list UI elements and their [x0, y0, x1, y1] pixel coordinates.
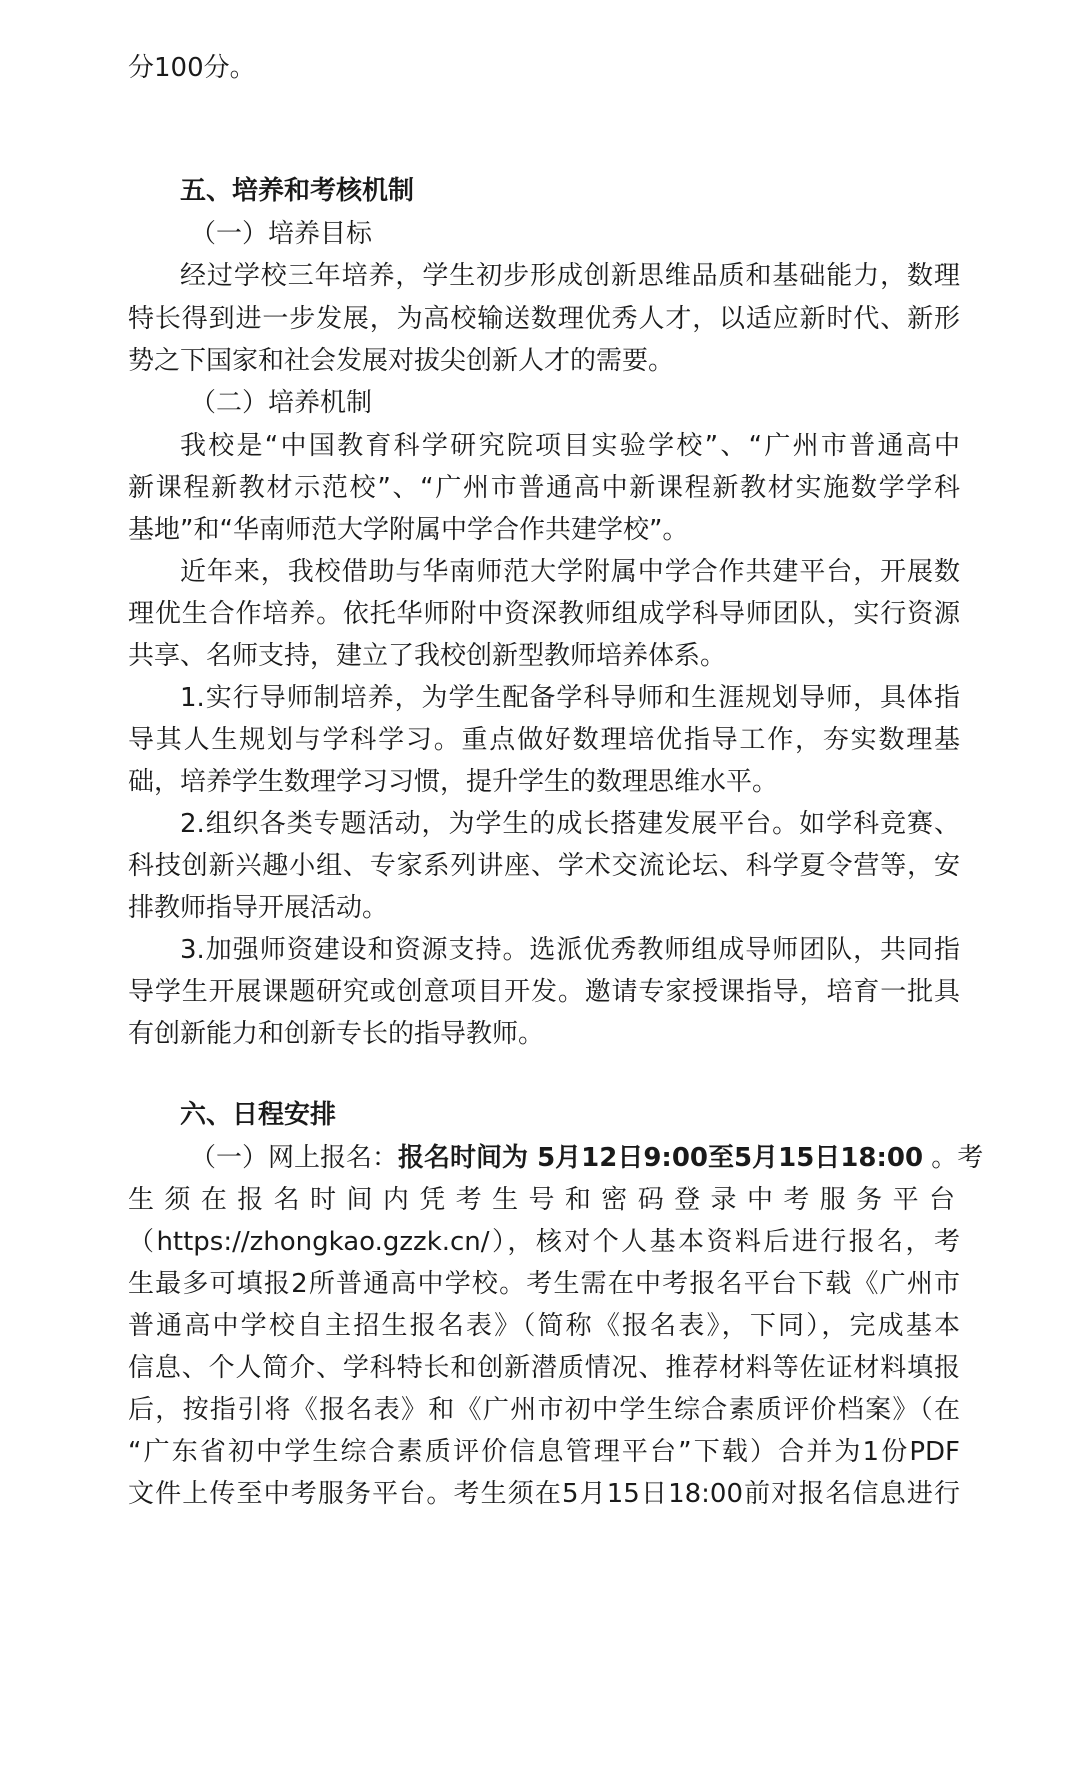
- paragraph-line: 生须在报名时间内凭考生号和密码登录中考服务平台: [128, 1185, 960, 1215]
- registration-line: [190, 1141, 984, 1175]
- paragraph-line: 信息、个人简介、学科特长和创新潜质情况、推荐材料等佐证材料填报: [128, 1353, 960, 1383]
- list-item-line: 导其人生规划与学科学习。重点做好数理培优指导工作，夯实数理基: [128, 725, 960, 755]
- list-item-line: 排教师指导开展活动。: [128, 893, 389, 923]
- paragraph-line: 普通高中学校自主招生报名表》（简称《报名表》，下同），完成基本: [128, 1311, 960, 1341]
- registration-prefix: （一）网上报名：: [190, 1143, 399, 1173]
- list-item-line: 有创新能力和创新专长的指导教师。: [128, 1019, 545, 1049]
- list-item-line: 1.实行导师制培养，为学生配备学科导师和生涯规划导师，具体指: [180, 683, 960, 713]
- paragraph-line: 基地”和“华南师范大学附属中学合作共建学校”。: [128, 515, 689, 545]
- paragraph-line: 理优生合作培养。依托华师附中资深教师组成学科导师团队，实行资源: [128, 599, 960, 629]
- paragraph-line: （https://zhongkao.gzzk.cn/），核对个人基本资料后进行报名，考: [128, 1227, 960, 1257]
- paragraph-line: 特长得到进一步发展，为高校输送数理优秀人才，以适应新时代、新形: [128, 304, 960, 334]
- paragraph-line: 近年来，我校借助与华南师范大学附属中学合作共建平台，开展数: [180, 557, 960, 587]
- paragraph-line: 后，按指引将《报名表》和《广州市初中学生综合素质评价档案》（在: [128, 1395, 960, 1425]
- registration-suffix: 。考: [923, 1143, 984, 1173]
- list-item-line: 2.组织各类专题活动，为学生的成长搭建发展平台。如学科竞赛、: [180, 809, 960, 839]
- list-item-line: 科技创新兴趣小组、专家系列讲座、学术交流论坛、科学夏令营等，安: [128, 851, 960, 881]
- list-item-line: 3.加强师资建设和资源支持。选派优秀教师组成导师团队，共同指: [180, 935, 960, 965]
- text-line: 分100分。: [128, 53, 256, 83]
- section-heading-6: 六、日程安排: [180, 1100, 337, 1130]
- paragraph-line: 势之下国家和社会发展对拔尖创新人才的需要。: [128, 346, 675, 376]
- paragraph-line: “广东省初中学生综合素质评价信息管理平台”下载）合并为1份PDF: [128, 1437, 960, 1467]
- registration-time: 报名时间为 5月12日9:00至5月15日18:00: [398, 1143, 924, 1173]
- paragraph-line: 共享、名师支持，建立了我校创新型教师培养体系。: [128, 641, 727, 671]
- list-item-line: 础，培养学生数理学习习惯，提升学生的数理思维水平。: [128, 767, 779, 797]
- subsection-title-goal: （一）培养目标: [190, 219, 373, 249]
- paragraph-line: 经过学校三年培养，学生初步形成创新思维品质和基础能力，数理: [180, 261, 960, 291]
- paragraph-line: 文件上传至中考服务平台。考生须在5月15日18:00前对报名信息进行: [128, 1479, 960, 1509]
- subsection-title-mechanism: （二）培养机制: [190, 388, 373, 418]
- section-heading-5: 五、培养和考核机制: [180, 176, 415, 206]
- paragraph-line: 生最多可填报2所普通高中学校。考生需在中考报名平台下载《广州市: [128, 1269, 960, 1299]
- paragraph-line: 我校是“中国教育科学研究院项目实验学校”、“广州市普通高中: [180, 431, 960, 461]
- list-item-line: 导学生开展课题研究或创意项目开发。邀请专家授课指导，培育一批具: [128, 977, 960, 1007]
- paragraph-line: 新课程新教材示范校”、“广州市普通高中新课程新教材实施数学学科: [128, 473, 960, 503]
